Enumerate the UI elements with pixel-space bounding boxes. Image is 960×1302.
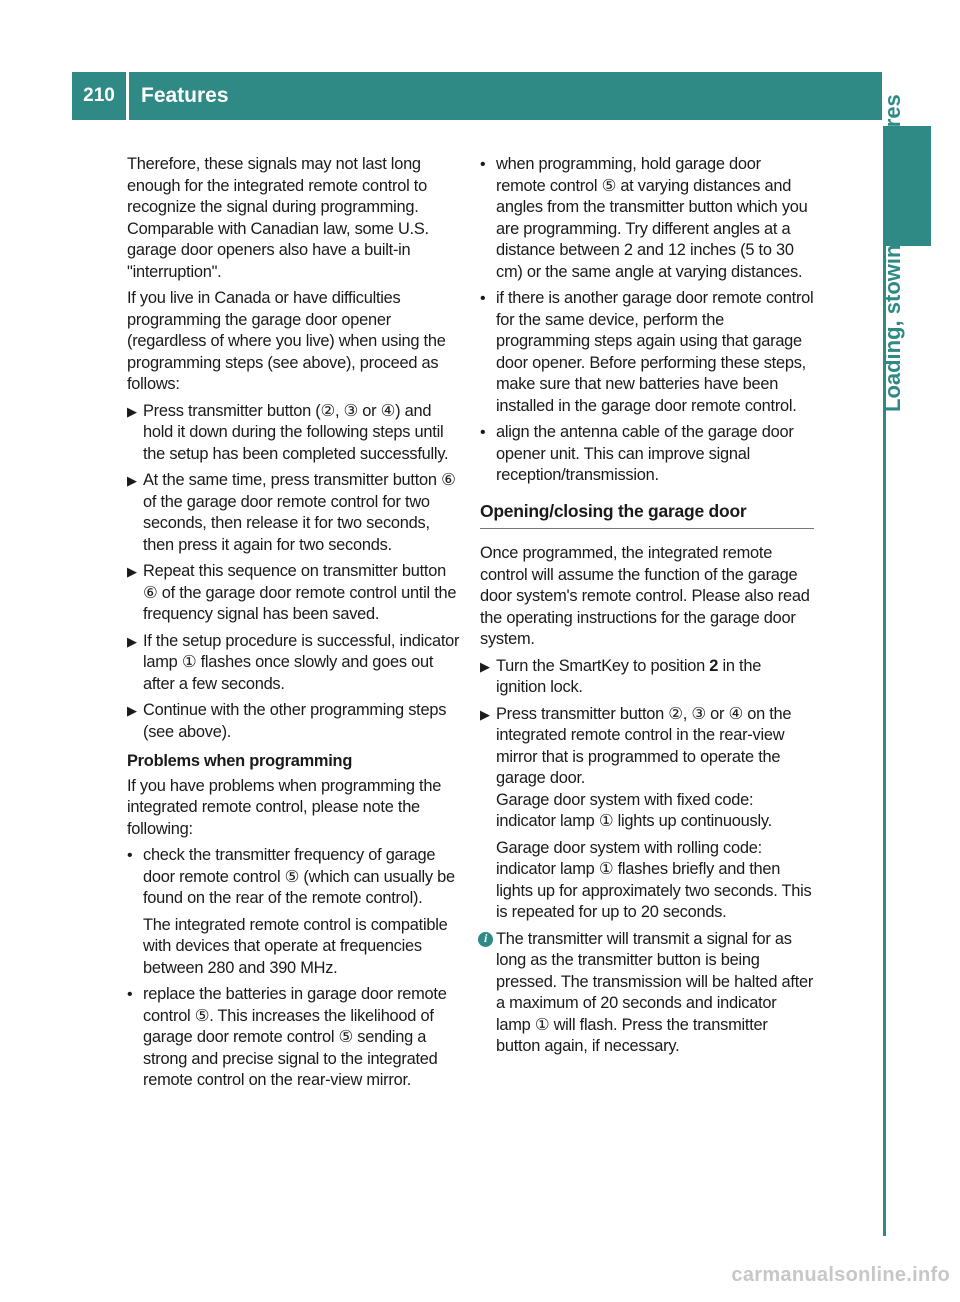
problems-heading: Problems when programming [127, 752, 353, 770]
step-text: Repeat this sequence on transmitter button ⑥ of the garage door remote control until the frequency signal has been saved. [143, 562, 457, 623]
chapter-title: Loading, stowing and features [880, 94, 905, 412]
footer-watermark: carmanualsonline.info [731, 1264, 950, 1286]
bullet-text: if there is another garage door remote control for the same device, perform the programming steps again using that garage door opener. Before performing these steps, make sure that new batteries have been installed in the garage door remote control. [496, 289, 814, 415]
bullet-icon: • [127, 986, 133, 1003]
step-text-post: in the ignition lock. [496, 656, 762, 696]
bullet-text: align the antenna cable of the garage door opener unit. This can improve signal reception/transmission. [496, 423, 794, 484]
intro-paragraph: Therefore, these signals may not last long enough for the integrated remote control to recognize the signal during programming. Comparable with Canadian law, some U.S. garage door openers also have a built-in "interruption". [127, 155, 429, 281]
step-arrow-icon: ▶ [127, 564, 137, 579]
bullet-icon: • [127, 847, 133, 864]
step-arrow-icon: ▶ [480, 658, 490, 674]
bullet-item [480, 288, 814, 417]
problems-intro: If you have problems when programming the integrated remote control, please note the following: [127, 776, 442, 838]
page-number: 210 [83, 85, 115, 106]
step-item [127, 470, 462, 556]
bullet-icon: • [480, 424, 486, 441]
intro-paragraph: If you live in Canada or have difficulties programming the garage door opener (regardless of where you live) when using the programming steps (see above), proceed as follows: [127, 289, 446, 393]
bullet-text: check the transmitter frequency of garage door remote control ⑤ (which can usually be found on the rear of the remote control). [143, 846, 455, 907]
step-arrow-icon: ▶ [127, 403, 137, 419]
step-arrow-icon: ▶ [127, 473, 137, 488]
bullet-item [127, 984, 462, 1092]
step-result-rolling: Garage door system with rolling code: indicator lamp ① flashes briefly and then lights up for approximately two seconds. This is repeated for up to 20 seconds. [496, 838, 812, 921]
bullet-icon: • [480, 156, 486, 173]
step-text-pre: Turn the SmartKey to position [496, 656, 710, 675]
bullet-icon: • [480, 290, 486, 307]
step-text: Press transmitter button ②, ③ or ④ on the integrated remote control in the rear-view mirror that is programmed to operate the garage door. [496, 704, 792, 787]
step-text: Continue with the other programming steps (see above). [143, 701, 447, 741]
step-item [480, 704, 814, 924]
step-item [127, 700, 462, 743]
bullet-text: when programming, hold garage door remote control ⑤ at varying distances and angles from the transmitter button which you are programming. Try different angles at a distance between 2 and 12 inches (5 to 30 cm) or the same angle at varying distances. [496, 155, 808, 281]
step-result-fixed: Garage door system with fixed code: indicator lamp ① lights up continuously. [496, 790, 772, 830]
bullet-item [127, 845, 462, 979]
step-arrow-icon: ▶ [127, 633, 137, 649]
section-intro: Once programmed, the integrated remote control will assume the function of the garage door system's remote control. Please also read the operating instructions for the garage door system. [480, 544, 810, 648]
page-title: Features [141, 84, 229, 107]
step-text: If the setup procedure is successful, indicator lamp ① flashes once slowly and goes out after a few seconds. [143, 631, 460, 693]
info-note [480, 929, 814, 1058]
bullet-text: replace the batteries in garage door remote control ⑤. This increases the likelihood of garage door remote control ⑤ sending a strong and precise signal to the integrated remote control on the rear-view mirror. [143, 985, 447, 1089]
left-column [127, 154, 462, 1097]
step-text-bold: 2 [709, 656, 719, 675]
bullet-extra-text: The integrated remote control is compatible with devices that operate at frequencies between 280 and 390 MHz. [143, 915, 448, 977]
info-icon: i [478, 932, 493, 947]
right-column [480, 154, 814, 1063]
bullet-item [480, 154, 814, 283]
step-item [127, 631, 462, 696]
step-text: Press transmitter button (②, ③ or ④) and hold it down during the following steps until the setup has been completed successfully. [143, 401, 449, 463]
note-text: The transmitter will transmit a signal for as long as the transmitter button is being pressed. The transmission will be halted after a maximum of 20 seconds and indicator lamp ① will flash. Press the transmitter button again, if necessary. [496, 929, 814, 1055]
header-divider [126, 72, 129, 120]
step-item [127, 401, 462, 466]
step-arrow-icon: ▶ [127, 703, 137, 718]
step-item [480, 656, 814, 699]
step-text: At the same time, press transmitter button ⑥ of the garage door remote control for two seconds, then release it for two seconds, then press it again for two seconds. [143, 471, 456, 554]
step-item [127, 561, 462, 626]
step-arrow-icon: ▶ [480, 706, 490, 722]
section-heading: Opening/closing the garage door [480, 501, 814, 530]
bullet-item [480, 422, 814, 487]
